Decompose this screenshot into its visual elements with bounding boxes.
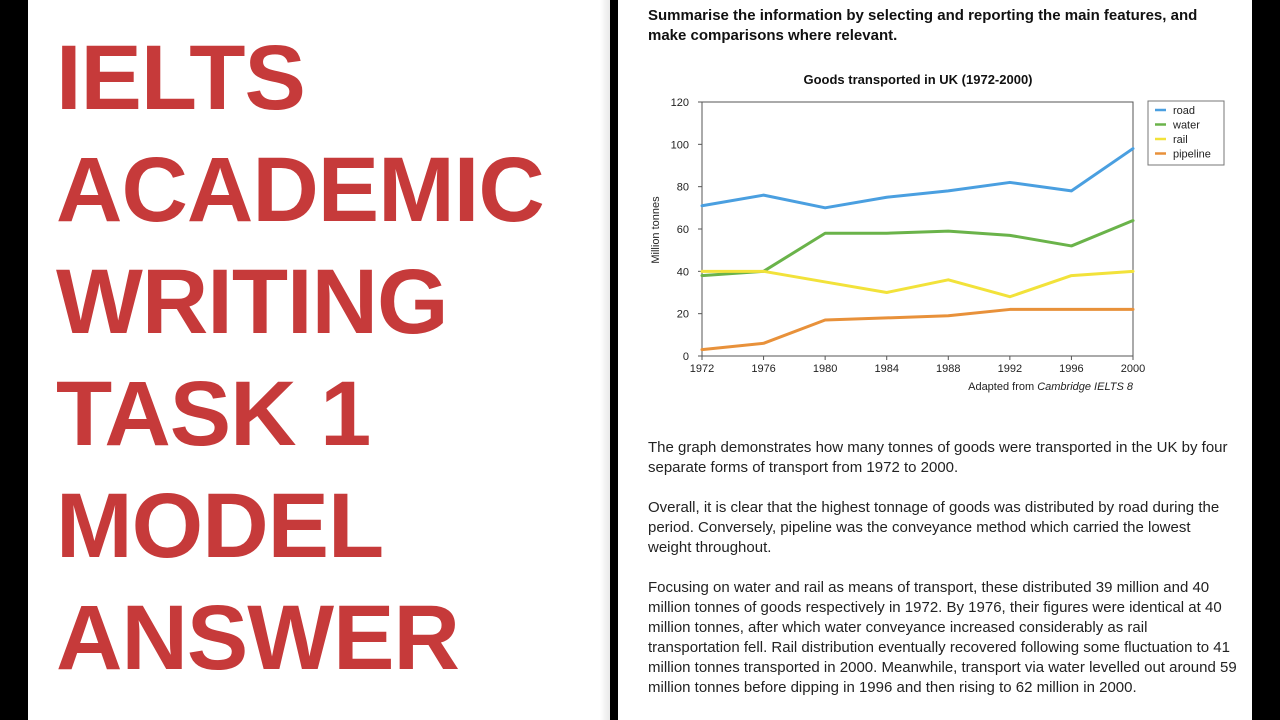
title-line: WRITING	[56, 251, 448, 353]
document-page	[618, 0, 1252, 720]
legend-label-pipeline: pipeline	[1173, 148, 1211, 161]
series-line-pipeline	[702, 309, 1133, 349]
x-tick-label: 1976	[751, 363, 776, 375]
line-chart	[618, 60, 1252, 400]
title-panel	[28, 0, 610, 720]
chart-legend	[1148, 101, 1224, 165]
legend-label-rail: rail	[1173, 134, 1188, 146]
y-tick-label: 120	[670, 97, 689, 109]
page-shadow	[600, 0, 620, 720]
chart-title: Goods transported in UK (1972-2000)	[803, 72, 1033, 87]
x-tick-label: 1992	[997, 363, 1023, 375]
x-tick-label: 1972	[689, 363, 715, 375]
source-book: Cambridge IELTS 8	[1037, 381, 1133, 393]
title-line: MODEL	[56, 475, 384, 577]
x-tick-label: 1980	[812, 363, 838, 375]
y-tick-label: 60	[676, 224, 689, 236]
x-tick-labels	[690, 363, 1145, 375]
series-line-rail	[702, 271, 1133, 296]
x-tick-label: 2000	[1120, 363, 1146, 375]
x-tick-label: 1988	[936, 363, 961, 375]
title-line: ANSWER	[56, 587, 459, 689]
y-tick-label: 100	[670, 139, 689, 152]
y-tick-label: 80	[676, 181, 689, 194]
title-line: ACADEMIC	[56, 139, 544, 241]
chart-source	[968, 381, 1134, 393]
y-tick-labels	[671, 97, 689, 363]
source-prefix: Adapted from	[968, 381, 1038, 393]
title-line: IELTS	[56, 27, 305, 129]
legend-label-road: road	[1173, 105, 1196, 117]
y-tick-label: 0	[682, 351, 689, 363]
series-line-water	[702, 221, 1133, 276]
essay-paragraph: The graph demonstrates how many tonnes of goods were transported in the UK by four separate forms of transport from 1972 to 2000.	[648, 439, 1228, 476]
y-tick-label: 40	[676, 266, 689, 279]
legend-label-water: water	[1173, 119, 1200, 132]
model-answer	[648, 438, 1238, 718]
y-axis-label: Million tonnes	[650, 196, 662, 264]
y-tick-label: 20	[676, 308, 689, 321]
essay-paragraph: Focusing on water and rail as means of transport, these distributed 39 million and 40 million tonnes of goods respectively in 1972. By 1976, their figures were identical at 40 million tonnes, after which water conveyance increased considerably as rail transportation fell. Rail distribution eventually recovered following some fluctuation to 41 million tonnes transported in 2000. Meanwhile, transport via water levelled out around 59 million tonnes before dipping in 1996 and then rising to 62 million in 2000.	[648, 579, 1237, 696]
series-line-road	[702, 149, 1133, 208]
x-tick-label: 1984	[874, 363, 899, 375]
title-line: TASK 1	[56, 363, 371, 465]
task-instruction: Summarise the information by selecting and reporting the main features, and make comparisons where relevant.	[648, 7, 1198, 44]
series-lines	[702, 149, 1133, 350]
essay-paragraph: Overall, it is clear that the highest tonnage of goods was distributed by road during the period. Conversely, pipeline was the conveyance method which carried the lowest weight throughout.	[648, 499, 1220, 556]
x-tick-label: 1996	[1059, 363, 1084, 375]
video-title	[56, 22, 544, 694]
